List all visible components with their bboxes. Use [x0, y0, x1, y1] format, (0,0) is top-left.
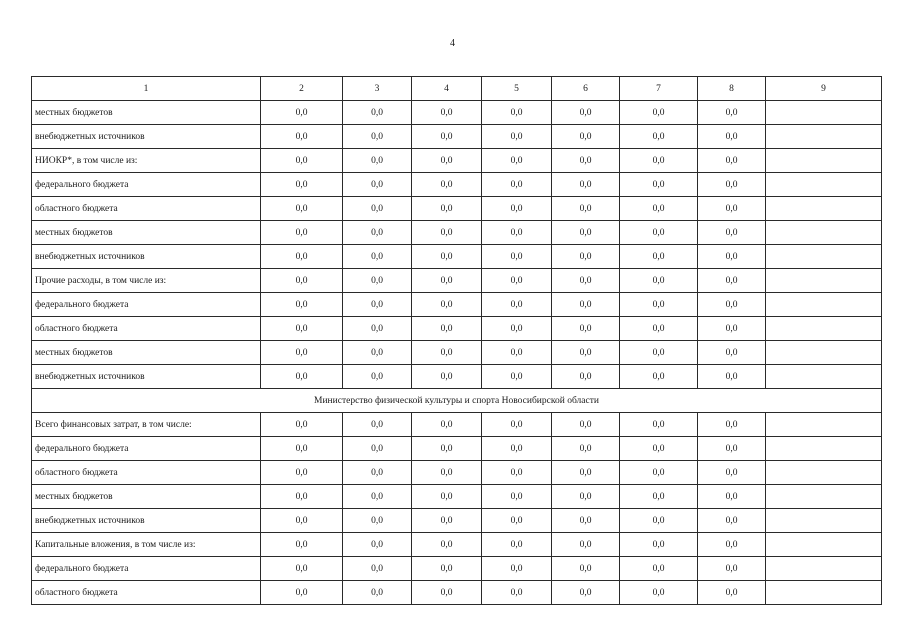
- column-header: 6: [552, 77, 620, 101]
- value-cell: [766, 197, 882, 221]
- value-cell: 0,0: [552, 101, 620, 125]
- row-label: федерального бюджета: [32, 293, 261, 317]
- value-cell: 0,0: [343, 341, 412, 365]
- value-cell: 0,0: [261, 269, 343, 293]
- value-cell: 0,0: [412, 341, 482, 365]
- value-cell: 0,0: [698, 413, 766, 437]
- value-cell: [766, 533, 882, 557]
- value-cell: [766, 293, 882, 317]
- value-cell: 0,0: [261, 557, 343, 581]
- value-cell: 0,0: [343, 509, 412, 533]
- value-cell: 0,0: [482, 221, 552, 245]
- value-cell: [766, 269, 882, 293]
- table-row: [32, 557, 882, 581]
- value-cell: [766, 341, 882, 365]
- value-cell: [766, 509, 882, 533]
- value-cell: 0,0: [620, 437, 698, 461]
- value-cell: 0,0: [261, 581, 343, 605]
- row-label: областного бюджета: [32, 317, 261, 341]
- value-cell: [766, 461, 882, 485]
- value-cell: 0,0: [261, 293, 343, 317]
- value-cell: 0,0: [261, 197, 343, 221]
- value-cell: 0,0: [343, 485, 412, 509]
- value-cell: 0,0: [261, 149, 343, 173]
- value-cell: 0,0: [552, 341, 620, 365]
- value-cell: [766, 581, 882, 605]
- value-cell: 0,0: [343, 173, 412, 197]
- value-cell: 0,0: [620, 365, 698, 389]
- table-row: [32, 485, 882, 509]
- value-cell: 0,0: [482, 341, 552, 365]
- value-cell: 0,0: [698, 269, 766, 293]
- value-cell: 0,0: [620, 245, 698, 269]
- value-cell: 0,0: [698, 581, 766, 605]
- value-cell: 0,0: [620, 269, 698, 293]
- value-cell: 0,0: [261, 317, 343, 341]
- value-cell: 0,0: [698, 197, 766, 221]
- value-cell: 0,0: [620, 461, 698, 485]
- value-cell: [766, 365, 882, 389]
- value-cell: 0,0: [343, 245, 412, 269]
- value-cell: 0,0: [261, 125, 343, 149]
- value-cell: 0,0: [482, 173, 552, 197]
- value-cell: 0,0: [482, 557, 552, 581]
- value-cell: 0,0: [343, 461, 412, 485]
- value-cell: 0,0: [343, 125, 412, 149]
- page-number: 4: [450, 38, 455, 49]
- value-cell: 0,0: [698, 557, 766, 581]
- table-row: [32, 269, 882, 293]
- value-cell: [766, 101, 882, 125]
- value-cell: 0,0: [343, 197, 412, 221]
- table-row: [32, 437, 882, 461]
- value-cell: 0,0: [620, 533, 698, 557]
- value-cell: 0,0: [482, 413, 552, 437]
- row-label: местных бюджетов: [32, 485, 261, 509]
- value-cell: 0,0: [620, 557, 698, 581]
- value-cell: 0,0: [412, 269, 482, 293]
- value-cell: 0,0: [620, 317, 698, 341]
- value-cell: 0,0: [343, 365, 412, 389]
- value-cell: 0,0: [552, 461, 620, 485]
- row-label: федерального бюджета: [32, 437, 261, 461]
- table-row: [32, 101, 882, 125]
- value-cell: 0,0: [261, 461, 343, 485]
- table-row: [32, 317, 882, 341]
- value-cell: 0,0: [698, 509, 766, 533]
- value-cell: 0,0: [552, 485, 620, 509]
- value-cell: 0,0: [412, 461, 482, 485]
- row-label: внебюджетных источников: [32, 125, 261, 149]
- value-cell: 0,0: [552, 413, 620, 437]
- value-cell: 0,0: [343, 437, 412, 461]
- value-cell: 0,0: [412, 533, 482, 557]
- value-cell: 0,0: [261, 485, 343, 509]
- value-cell: 0,0: [412, 413, 482, 437]
- value-cell: 0,0: [552, 173, 620, 197]
- value-cell: 0,0: [261, 437, 343, 461]
- table-row: [32, 125, 882, 149]
- value-cell: 0,0: [552, 365, 620, 389]
- row-label: внебюджетных источников: [32, 509, 261, 533]
- value-cell: 0,0: [698, 341, 766, 365]
- value-cell: 0,0: [482, 101, 552, 125]
- value-cell: 0,0: [620, 293, 698, 317]
- value-cell: 0,0: [343, 557, 412, 581]
- value-cell: 0,0: [698, 461, 766, 485]
- value-cell: 0,0: [698, 485, 766, 509]
- value-cell: 0,0: [261, 509, 343, 533]
- value-cell: 0,0: [552, 509, 620, 533]
- value-cell: 0,0: [620, 125, 698, 149]
- value-cell: 0,0: [412, 437, 482, 461]
- value-cell: 0,0: [620, 509, 698, 533]
- value-cell: 0,0: [552, 533, 620, 557]
- value-cell: 0,0: [698, 533, 766, 557]
- value-cell: 0,0: [412, 101, 482, 125]
- table-row: [32, 341, 882, 365]
- value-cell: [766, 317, 882, 341]
- value-cell: [766, 173, 882, 197]
- column-header: 5: [482, 77, 552, 101]
- value-cell: 0,0: [412, 581, 482, 605]
- value-cell: 0,0: [482, 197, 552, 221]
- value-cell: 0,0: [552, 437, 620, 461]
- table-row: [32, 173, 882, 197]
- row-label: местных бюджетов: [32, 341, 261, 365]
- value-cell: 0,0: [698, 317, 766, 341]
- value-cell: 0,0: [552, 293, 620, 317]
- column-header: 2: [261, 77, 343, 101]
- value-cell: 0,0: [482, 461, 552, 485]
- value-cell: 0,0: [261, 341, 343, 365]
- value-cell: 0,0: [343, 221, 412, 245]
- section-row: [32, 389, 882, 413]
- table-row: [32, 245, 882, 269]
- value-cell: 0,0: [620, 485, 698, 509]
- table-row: [32, 581, 882, 605]
- column-header: 1: [32, 77, 261, 101]
- value-cell: [766, 413, 882, 437]
- value-cell: 0,0: [412, 173, 482, 197]
- value-cell: 0,0: [261, 365, 343, 389]
- value-cell: 0,0: [620, 101, 698, 125]
- row-label: областного бюджета: [32, 581, 261, 605]
- value-cell: 0,0: [482, 485, 552, 509]
- value-cell: [766, 149, 882, 173]
- value-cell: 0,0: [698, 365, 766, 389]
- value-cell: 0,0: [412, 293, 482, 317]
- row-label: местных бюджетов: [32, 101, 261, 125]
- value-cell: 0,0: [482, 293, 552, 317]
- value-cell: 0,0: [482, 509, 552, 533]
- value-cell: 0,0: [620, 197, 698, 221]
- value-cell: 0,0: [552, 149, 620, 173]
- value-cell: 0,0: [412, 125, 482, 149]
- table-row: [32, 365, 882, 389]
- value-cell: 0,0: [261, 173, 343, 197]
- value-cell: 0,0: [552, 581, 620, 605]
- value-cell: 0,0: [482, 581, 552, 605]
- value-cell: 0,0: [482, 365, 552, 389]
- value-cell: 0,0: [552, 125, 620, 149]
- row-label: НИОКР*, в том числе из:: [32, 149, 261, 173]
- row-label: внебюджетных источников: [32, 365, 261, 389]
- table-row: [32, 413, 882, 437]
- value-cell: 0,0: [552, 269, 620, 293]
- row-label: Всего финансовых затрат, в том числе:: [32, 413, 261, 437]
- value-cell: 0,0: [620, 221, 698, 245]
- value-cell: 0,0: [343, 149, 412, 173]
- value-cell: [766, 485, 882, 509]
- value-cell: 0,0: [261, 413, 343, 437]
- table-row: [32, 293, 882, 317]
- value-cell: 0,0: [620, 581, 698, 605]
- value-cell: 0,0: [620, 149, 698, 173]
- column-header: 4: [412, 77, 482, 101]
- value-cell: [766, 245, 882, 269]
- value-cell: 0,0: [698, 245, 766, 269]
- column-header: 8: [698, 77, 766, 101]
- row-label: федерального бюджета: [32, 173, 261, 197]
- value-cell: 0,0: [343, 533, 412, 557]
- value-cell: 0,0: [343, 317, 412, 341]
- row-label: федерального бюджета: [32, 557, 261, 581]
- value-cell: [766, 557, 882, 581]
- value-cell: 0,0: [482, 533, 552, 557]
- value-cell: 0,0: [343, 413, 412, 437]
- value-cell: 0,0: [482, 245, 552, 269]
- table-row: [32, 149, 882, 173]
- value-cell: 0,0: [343, 293, 412, 317]
- value-cell: [766, 437, 882, 461]
- value-cell: 0,0: [343, 581, 412, 605]
- row-label: местных бюджетов: [32, 221, 261, 245]
- value-cell: 0,0: [620, 173, 698, 197]
- value-cell: 0,0: [412, 485, 482, 509]
- value-cell: 0,0: [698, 293, 766, 317]
- value-cell: 0,0: [698, 101, 766, 125]
- value-cell: 0,0: [482, 125, 552, 149]
- table-header-row: [32, 77, 882, 101]
- value-cell: 0,0: [482, 437, 552, 461]
- value-cell: 0,0: [698, 125, 766, 149]
- value-cell: 0,0: [412, 197, 482, 221]
- value-cell: 0,0: [698, 149, 766, 173]
- value-cell: 0,0: [343, 269, 412, 293]
- row-label: областного бюджета: [32, 197, 261, 221]
- value-cell: 0,0: [412, 149, 482, 173]
- value-cell: 0,0: [343, 101, 412, 125]
- value-cell: 0,0: [620, 413, 698, 437]
- row-label: внебюджетных источников: [32, 245, 261, 269]
- table-row: [32, 221, 882, 245]
- value-cell: 0,0: [482, 149, 552, 173]
- value-cell: 0,0: [261, 101, 343, 125]
- row-label: областного бюджета: [32, 461, 261, 485]
- column-header: 7: [620, 77, 698, 101]
- value-cell: 0,0: [412, 557, 482, 581]
- value-cell: 0,0: [552, 221, 620, 245]
- value-cell: 0,0: [552, 197, 620, 221]
- value-cell: 0,0: [261, 245, 343, 269]
- table-row: [32, 509, 882, 533]
- value-cell: [766, 221, 882, 245]
- column-header: 3: [343, 77, 412, 101]
- value-cell: 0,0: [412, 221, 482, 245]
- value-cell: 0,0: [552, 245, 620, 269]
- value-cell: 0,0: [482, 317, 552, 341]
- budget-table: [31, 76, 882, 605]
- value-cell: 0,0: [698, 173, 766, 197]
- value-cell: [766, 125, 882, 149]
- table-row: [32, 197, 882, 221]
- value-cell: 0,0: [698, 221, 766, 245]
- value-cell: 0,0: [552, 557, 620, 581]
- table-row: [32, 533, 882, 557]
- value-cell: 0,0: [412, 365, 482, 389]
- value-cell: 0,0: [552, 317, 620, 341]
- value-cell: 0,0: [412, 509, 482, 533]
- column-header: 9: [766, 77, 882, 101]
- value-cell: 0,0: [412, 245, 482, 269]
- section-title: Министерство физической культуры и спорта Новосибирской области: [32, 389, 882, 413]
- value-cell: 0,0: [620, 341, 698, 365]
- value-cell: 0,0: [412, 317, 482, 341]
- value-cell: 0,0: [698, 437, 766, 461]
- row-label: Прочие расходы, в том числе из:: [32, 269, 261, 293]
- row-label: Капитальные вложения, в том числе из:: [32, 533, 261, 557]
- value-cell: 0,0: [482, 269, 552, 293]
- table-row: [32, 461, 882, 485]
- value-cell: 0,0: [261, 533, 343, 557]
- value-cell: 0,0: [261, 221, 343, 245]
